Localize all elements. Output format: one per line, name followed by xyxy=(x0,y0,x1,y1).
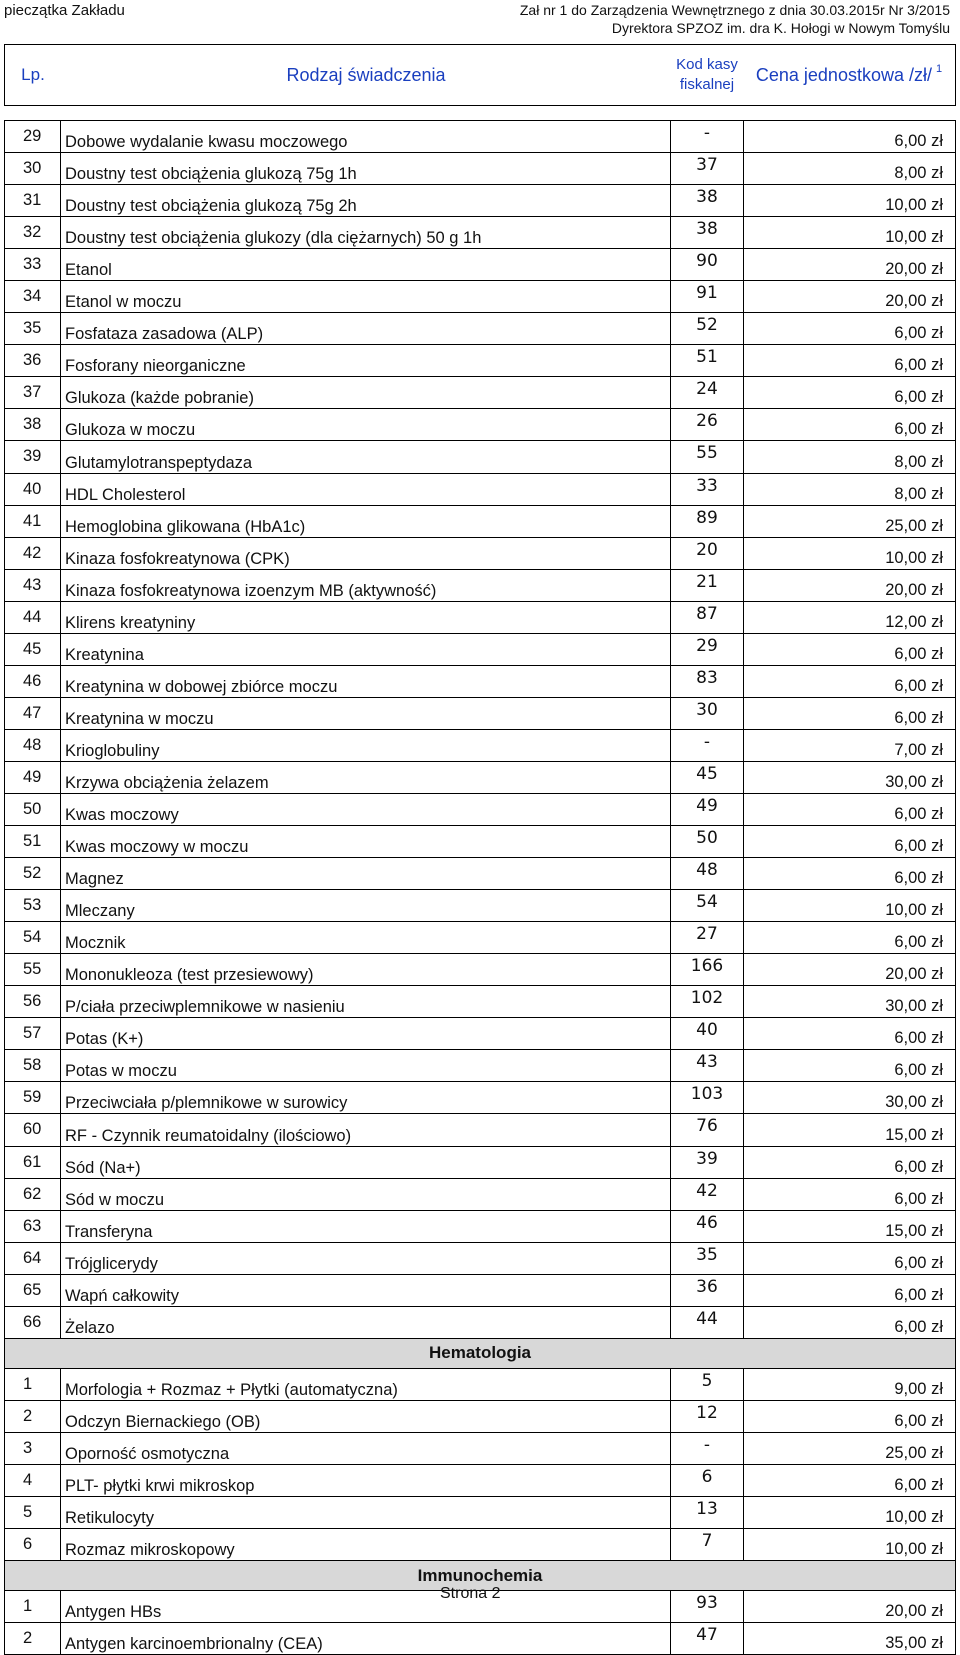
table-row xyxy=(5,890,956,922)
table-row xyxy=(5,601,956,633)
unit-price: 30,00 zł xyxy=(744,1082,956,1114)
row-number: 48 xyxy=(5,729,61,761)
service-name: Oporność osmotyczna xyxy=(61,1432,671,1464)
fiscal-code: 54 xyxy=(671,890,744,922)
row-number: 35 xyxy=(5,313,61,345)
fiscal-code: 37 xyxy=(671,153,744,185)
table-row xyxy=(5,858,956,890)
service-name: Przeciwciała p/plemnikowe w surowicy xyxy=(61,1082,671,1114)
row-number: 54 xyxy=(5,922,61,954)
fiscal-code: 40 xyxy=(671,1018,744,1050)
table-row xyxy=(5,505,956,537)
unit-price: 15,00 zł xyxy=(744,1114,956,1146)
unit-price: 6,00 zł xyxy=(744,345,956,377)
table-row xyxy=(5,345,956,377)
unit-price: 6,00 zł xyxy=(744,1242,956,1274)
unit-price: 6,00 zł xyxy=(744,697,956,729)
unit-price: 7,00 zł xyxy=(744,729,956,761)
price-footnote-marker: 1 xyxy=(935,63,943,75)
table-row xyxy=(5,665,956,697)
service-name: Magnez xyxy=(61,858,671,890)
service-name: Antygen karcinoembrionalny (CEA) xyxy=(61,1623,671,1655)
fiscal-code: 87 xyxy=(671,601,744,633)
row-number: 63 xyxy=(5,1210,61,1242)
column-header-price xyxy=(743,45,955,105)
row-number: 59 xyxy=(5,1082,61,1114)
unit-price: 10,00 zł xyxy=(744,185,956,217)
unit-price: 20,00 zł xyxy=(744,954,956,986)
table-row xyxy=(5,1242,956,1274)
table-row xyxy=(5,1114,956,1146)
unit-price: 6,00 zł xyxy=(744,1464,956,1496)
unit-price: 20,00 zł xyxy=(744,569,956,601)
fiscal-code: 89 xyxy=(671,505,744,537)
fiscal-code: 47 xyxy=(671,1623,744,1655)
service-name: Doustny test obciążenia glukozą 75g 2h xyxy=(61,185,671,217)
table-row xyxy=(5,729,956,761)
table-row xyxy=(5,377,956,409)
row-number: 2 xyxy=(5,1400,61,1432)
fiscal-code: 44 xyxy=(671,1306,744,1338)
section-row xyxy=(5,1338,956,1368)
unit-price: 25,00 zł xyxy=(744,505,956,537)
table-row xyxy=(5,1050,956,1082)
fiscal-code: 45 xyxy=(671,761,744,793)
fiscal-code: 43 xyxy=(671,1050,744,1082)
table-row xyxy=(5,569,956,601)
fiscal-code: 51 xyxy=(671,345,744,377)
unit-price: 10,00 zł xyxy=(744,1529,956,1561)
fiscal-code: 6 xyxy=(671,1464,744,1496)
row-number: 50 xyxy=(5,793,61,825)
unit-price: 10,00 zł xyxy=(744,890,956,922)
unit-price: 6,00 zł xyxy=(744,1050,956,1082)
unit-price: 6,00 zł xyxy=(744,313,956,345)
fiscal-code: 48 xyxy=(671,858,744,890)
table-row xyxy=(5,1400,956,1432)
table-row xyxy=(5,1529,956,1561)
service-name: Mocznik xyxy=(61,922,671,954)
row-number: 1 xyxy=(5,1368,61,1400)
price-table xyxy=(4,120,956,1655)
fiscal-code: - xyxy=(671,121,744,153)
fiscal-code: 102 xyxy=(671,986,744,1018)
fiscal-code: 50 xyxy=(671,826,744,858)
unit-price: 25,00 zł xyxy=(744,1432,956,1464)
service-name: P/ciała przeciwplemnikowe w nasieniu xyxy=(61,986,671,1018)
fiscal-code: 36 xyxy=(671,1274,744,1306)
unit-price: 6,00 zł xyxy=(744,665,956,697)
service-name: Kreatynina xyxy=(61,633,671,665)
service-name: Mleczany xyxy=(61,890,671,922)
unit-price: 8,00 zł xyxy=(744,153,956,185)
table-row xyxy=(5,1178,956,1210)
row-number: 47 xyxy=(5,697,61,729)
unit-price: 6,00 zł xyxy=(744,858,956,890)
unit-price: 6,00 zł xyxy=(744,793,956,825)
service-name: Kwas moczowy w moczu xyxy=(61,826,671,858)
fiscal-code: 7 xyxy=(671,1529,744,1561)
reference-line-2: Dyrektora SPZOZ im. dra K. Hołogi w Nowym Tomyślu xyxy=(611,20,950,36)
row-number: 42 xyxy=(5,537,61,569)
row-number: 44 xyxy=(5,601,61,633)
row-number: 66 xyxy=(5,1306,61,1338)
table-row xyxy=(5,954,956,986)
unit-price: 35,00 zł xyxy=(744,1623,956,1655)
unit-price: 6,00 zł xyxy=(744,409,956,441)
unit-price: 6,00 zł xyxy=(744,1400,956,1432)
service-name: Kwas moczowy xyxy=(61,793,671,825)
table-row xyxy=(5,249,956,281)
service-name: Sód w moczu xyxy=(61,1178,671,1210)
fiscal-code: 39 xyxy=(671,1146,744,1178)
fiscal-code: 52 xyxy=(671,313,744,345)
fiscal-code: - xyxy=(671,1432,744,1464)
service-name: Hemoglobina glikowana (HbA1c) xyxy=(61,505,671,537)
table-row xyxy=(5,1018,956,1050)
table-row xyxy=(5,1497,956,1529)
fiscal-code: 30 xyxy=(671,697,744,729)
unit-price: 6,00 zł xyxy=(744,633,956,665)
fiscal-code: 12 xyxy=(671,1400,744,1432)
column-header xyxy=(4,44,956,106)
unit-price: 10,00 zł xyxy=(744,537,956,569)
table-row xyxy=(5,281,956,313)
service-name: Antygen HBs xyxy=(61,1591,671,1623)
table-row xyxy=(5,1082,956,1114)
table-row xyxy=(5,1306,956,1338)
table-row xyxy=(5,537,956,569)
service-name: Fosfataza zasadowa (ALP) xyxy=(61,313,671,345)
unit-price: 20,00 zł xyxy=(744,281,956,313)
row-number: 43 xyxy=(5,569,61,601)
row-number: 46 xyxy=(5,665,61,697)
fiscal-code: 38 xyxy=(671,217,744,249)
table-row xyxy=(5,185,956,217)
row-number: 45 xyxy=(5,633,61,665)
service-name: Potas w moczu xyxy=(61,1050,671,1082)
column-header-lp: Lp. xyxy=(21,65,45,84)
row-number: 62 xyxy=(5,1178,61,1210)
fiscal-code: 42 xyxy=(671,1178,744,1210)
price-table-body xyxy=(5,121,956,1655)
service-name: Dobowe wydalanie kwasu moczowego xyxy=(61,121,671,153)
unit-price: 9,00 zł xyxy=(744,1368,956,1400)
fiscal-code: 90 xyxy=(671,249,744,281)
column-header-price-label: Cena jednostkowa /zł/ xyxy=(755,64,932,85)
table-row xyxy=(5,793,956,825)
service-name: Glutamylotranspeptydaza xyxy=(61,441,671,473)
fiscal-code: 76 xyxy=(671,1114,744,1146)
table-row xyxy=(5,1368,956,1400)
row-number: 3 xyxy=(5,1432,61,1464)
service-name: Doustny test obciążenia glukozą 75g 1h xyxy=(61,153,671,185)
column-header-code xyxy=(671,45,743,105)
unit-price: 6,00 zł xyxy=(744,922,956,954)
table-row xyxy=(5,697,956,729)
row-number: 61 xyxy=(5,1146,61,1178)
fiscal-code: 103 xyxy=(671,1082,744,1114)
row-number: 41 xyxy=(5,505,61,537)
unit-price: 6,00 zł xyxy=(744,1178,956,1210)
row-number: 38 xyxy=(5,409,61,441)
column-header-name: Rodzaj świadczenia xyxy=(286,64,446,85)
service-name: PLT- płytki krwi mikroskop xyxy=(61,1464,671,1496)
table-row xyxy=(5,1432,956,1464)
fiscal-code: 24 xyxy=(671,377,744,409)
table-row xyxy=(5,121,956,153)
row-number: 31 xyxy=(5,185,61,217)
service-name: Kreatynina w dobowej zbiórce moczu xyxy=(61,665,671,697)
stamp-label: pieczątka Zakładu xyxy=(4,2,125,19)
row-number: 29 xyxy=(5,121,61,153)
column-header-code-line2: fiskalnej xyxy=(679,76,735,93)
row-number: 65 xyxy=(5,1274,61,1306)
row-number: 6 xyxy=(5,1529,61,1561)
service-name: Kinaza fosfokreatynowa izoenzym MB (aktywność) xyxy=(61,569,671,601)
service-name: Transferyna xyxy=(61,1210,671,1242)
fiscal-code: 27 xyxy=(671,922,744,954)
service-name: Etanol xyxy=(61,249,671,281)
row-number: 34 xyxy=(5,281,61,313)
service-name: HDL Cholesterol xyxy=(61,473,671,505)
service-name: Kinaza fosfokreatynowa (CPK) xyxy=(61,537,671,569)
table-row xyxy=(5,473,956,505)
row-number: 33 xyxy=(5,249,61,281)
unit-price: 6,00 zł xyxy=(744,1274,956,1306)
table-row xyxy=(5,409,956,441)
service-name: Sód (Na+) xyxy=(61,1146,671,1178)
fiscal-code: 21 xyxy=(671,569,744,601)
fiscal-code: 93 xyxy=(671,1591,744,1623)
service-name: Wapń całkowity xyxy=(61,1274,671,1306)
service-name: Potas (K+) xyxy=(61,1018,671,1050)
row-number: 4 xyxy=(5,1464,61,1496)
fiscal-code: 5 xyxy=(671,1368,744,1400)
table-row xyxy=(5,1210,956,1242)
service-name: Rozmaz mikroskopowy xyxy=(61,1529,671,1561)
service-name: Fosforany nieorganiczne xyxy=(61,345,671,377)
fiscal-code: 46 xyxy=(671,1210,744,1242)
unit-price: 10,00 zł xyxy=(744,217,956,249)
table-row xyxy=(5,633,956,665)
unit-price: 6,00 zł xyxy=(744,377,956,409)
fiscal-code: 166 xyxy=(671,954,744,986)
fiscal-code: 26 xyxy=(671,409,744,441)
service-name: Morfologia + Rozmaz + Płytki (automatyczna) xyxy=(61,1368,671,1400)
row-number: 30 xyxy=(5,153,61,185)
service-name: Klirens kreatyniny xyxy=(61,601,671,633)
service-name: Krioglobuliny xyxy=(61,729,671,761)
fiscal-code: - xyxy=(671,729,744,761)
row-number: 40 xyxy=(5,473,61,505)
table-row xyxy=(5,1623,956,1655)
fiscal-code: 49 xyxy=(671,793,744,825)
unit-price: 12,00 zł xyxy=(744,601,956,633)
service-name: Krzywa obciążenia żelazem xyxy=(61,761,671,793)
fiscal-code: 33 xyxy=(671,473,744,505)
service-name: Trójglicerydy xyxy=(61,1242,671,1274)
unit-price: 30,00 zł xyxy=(744,761,956,793)
unit-price: 20,00 zł xyxy=(744,249,956,281)
unit-price: 15,00 zł xyxy=(744,1210,956,1242)
service-name: Żelazo xyxy=(61,1306,671,1338)
unit-price: 10,00 zł xyxy=(744,1497,956,1529)
table-row xyxy=(5,441,956,473)
row-number: 55 xyxy=(5,954,61,986)
page-number: Strona 2 xyxy=(440,1585,501,1602)
table-row xyxy=(5,761,956,793)
table-row xyxy=(5,986,956,1018)
row-number: 53 xyxy=(5,890,61,922)
document-reference xyxy=(520,1,950,37)
service-name: Kreatynina w moczu xyxy=(61,697,671,729)
row-number: 57 xyxy=(5,1018,61,1050)
unit-price: 6,00 zł xyxy=(744,1306,956,1338)
row-number: 51 xyxy=(5,826,61,858)
column-header-code-line1: Kod kasy xyxy=(676,56,738,73)
service-name: Doustny test obciążenia glukozy (dla ciężarnych) 50 g 1h xyxy=(61,217,671,249)
table-row xyxy=(5,922,956,954)
service-name: Etanol w moczu xyxy=(61,281,671,313)
table-row xyxy=(5,153,956,185)
unit-price: 6,00 zł xyxy=(744,121,956,153)
row-number: 36 xyxy=(5,345,61,377)
service-name: RF - Czynnik reumatoidalny (ilościowo) xyxy=(61,1114,671,1146)
unit-price: 30,00 zł xyxy=(744,986,956,1018)
fiscal-code: 29 xyxy=(671,633,744,665)
table-row xyxy=(5,217,956,249)
service-name: Glukoza (każde pobranie) xyxy=(61,377,671,409)
fiscal-code: 13 xyxy=(671,1497,744,1529)
section-title: Immunochemia xyxy=(5,1561,956,1591)
service-name: Glukoza w moczu xyxy=(61,409,671,441)
fiscal-code: 91 xyxy=(671,281,744,313)
table-row xyxy=(5,313,956,345)
unit-price: 20,00 zł xyxy=(744,1591,956,1623)
row-number: 32 xyxy=(5,217,61,249)
row-number: 39 xyxy=(5,441,61,473)
row-number: 56 xyxy=(5,986,61,1018)
service-name: Mononukleoza (test przesiewowy) xyxy=(61,954,671,986)
unit-price: 8,00 zł xyxy=(744,473,956,505)
row-number: 64 xyxy=(5,1242,61,1274)
row-number: 58 xyxy=(5,1050,61,1082)
fiscal-code: 20 xyxy=(671,537,744,569)
table-row xyxy=(5,1464,956,1496)
service-name: Odczyn Biernackiego (OB) xyxy=(61,1400,671,1432)
fiscal-code: 38 xyxy=(671,185,744,217)
unit-price: 6,00 zł xyxy=(744,1146,956,1178)
fiscal-code: 55 xyxy=(671,441,744,473)
table-row xyxy=(5,1274,956,1306)
row-number: 60 xyxy=(5,1114,61,1146)
unit-price: 8,00 zł xyxy=(744,441,956,473)
row-number: 37 xyxy=(5,377,61,409)
row-number: 5 xyxy=(5,1497,61,1529)
table-row xyxy=(5,1146,956,1178)
fiscal-code: 35 xyxy=(671,1242,744,1274)
row-number: 49 xyxy=(5,761,61,793)
unit-price: 6,00 zł xyxy=(744,826,956,858)
fiscal-code: 83 xyxy=(671,665,744,697)
section-title: Hematologia xyxy=(5,1338,956,1368)
unit-price: 6,00 zł xyxy=(744,1018,956,1050)
row-number: 52 xyxy=(5,858,61,890)
table-row xyxy=(5,826,956,858)
row-number: 1 xyxy=(5,1591,61,1623)
row-number: 2 xyxy=(5,1623,61,1655)
service-name: Retikulocyty xyxy=(61,1497,671,1529)
reference-line-1: Zał nr 1 do Zarządzenia Wewnętrznego z dnia 30.03.2015r Nr 3/2015 xyxy=(519,2,950,18)
